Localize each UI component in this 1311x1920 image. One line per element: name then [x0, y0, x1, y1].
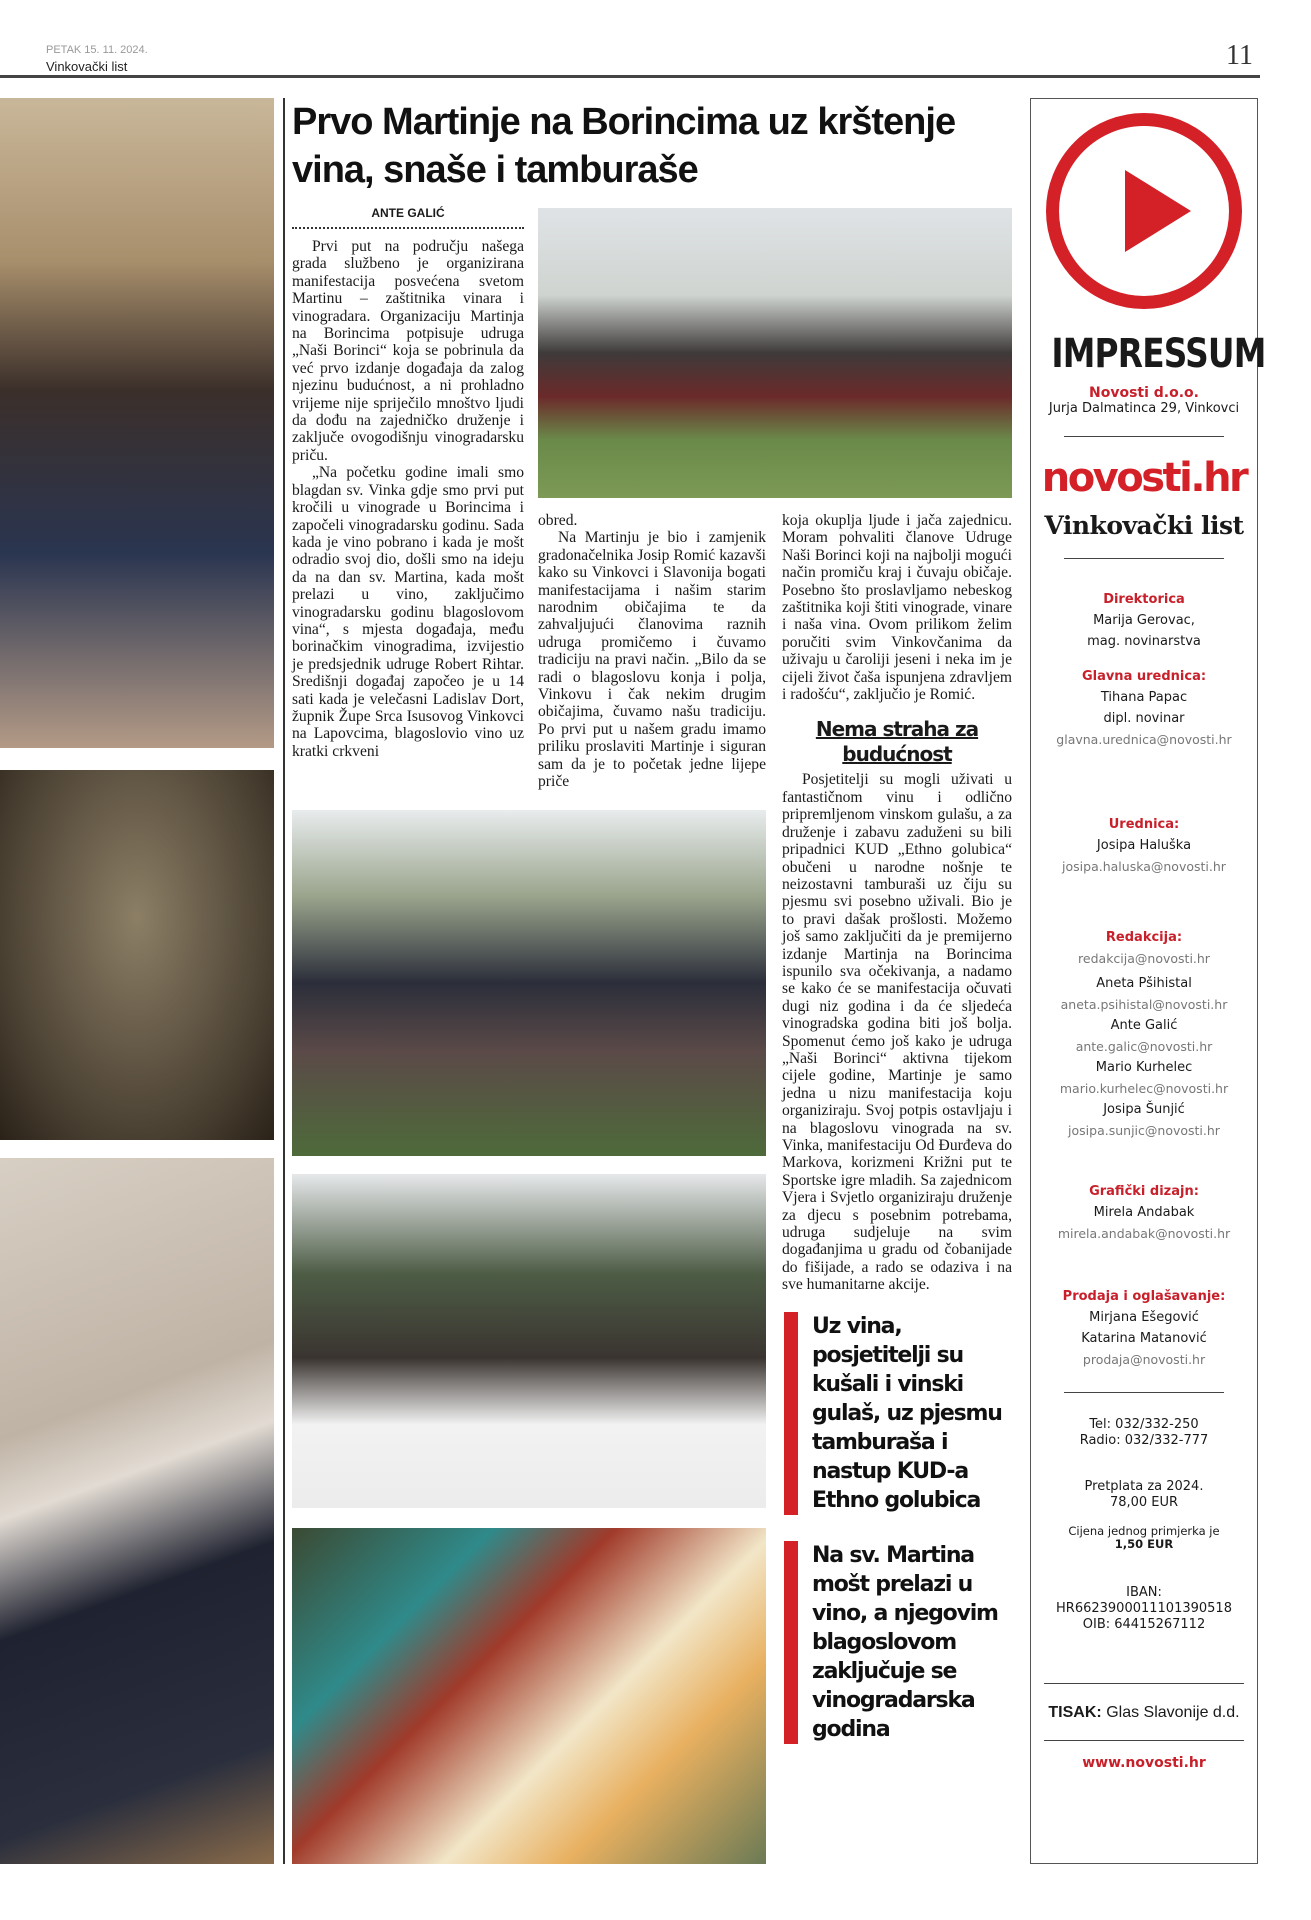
editor-label: Urednica:	[1108, 817, 1180, 832]
paragraph: Na Martinju je bio i zamjenik gradonačelnika Josip Romić kazavši kako su Vinkovci i Slavonija bogati manifestacijama i našim starim narodnim običajima te da zahvaljujući članovima raznih udruga promičemo i čuvamo tradiciju na pravi način. „Bilo da se radi o blagoslovu konja i polja, Vinkovu i čak nekim drugim običajima, čuvamo našu tradiciju. Po prvi put u našem gradu imamo priliku proslaviti Martinje i siguran sam da je to početak jedne lijepe priče	[538, 529, 766, 791]
article-column-1	[292, 238, 524, 760]
newsroom-email[interactable]: redakcija@novosti.hr	[1078, 951, 1210, 966]
staff-email[interactable]: ante.galic@novosti.hr	[1075, 1039, 1213, 1054]
paragraph: Prvi put na području našega grada službeno je organizirana manifestacija posvećena svetom Martinu – zaštitnika vinara i vinogradara. Organizaciju Martinja na Borincima potpisuje udruga „Naši Borinci“ koja se pobrinula da već prvo izdanje događaja da zalog njezinu budućnost, a ni prohladno vrijeme nije spriječilo mnoštvo ljudi da dođu na zajedničko druženje i zaključe ovogodišnju vinogradarsku priču.	[292, 238, 524, 464]
oib: OIB: 64415267112	[1082, 1617, 1206, 1632]
staff-email[interactable]: aneta.psihistal@novosti.hr	[1060, 997, 1228, 1012]
company-address: Jurja Dalmatinca 29, Vinkovci	[1048, 401, 1240, 416]
radio-phone: Radio: 032/332-777	[1079, 1433, 1209, 1448]
print-value: Glas Slavonije d.d.	[1106, 1704, 1240, 1721]
photo-elderly-man	[0, 1158, 274, 1864]
novosti-logo: novosti.hr	[1041, 455, 1247, 501]
issue-date: PETAK 15. 11. 2024.	[46, 44, 148, 56]
staff-email[interactable]: josipa.sunjic@novosti.hr	[1068, 1123, 1220, 1138]
subheading: Nema straha za budućnost	[815, 717, 979, 767]
print-info	[1031, 1704, 1257, 1722]
photo-crowd	[292, 810, 766, 1156]
design-name: Mirela Andabak	[1093, 1205, 1195, 1220]
impressum-title: IMPRESSUM	[1051, 331, 1266, 377]
editor-email[interactable]: josipa.haluska@novosti.hr	[1062, 859, 1226, 874]
photo-old-portrait	[0, 770, 274, 1140]
staff-name: Josipa Šunjić	[1103, 1102, 1185, 1117]
director-name: Marija Gerovac,	[1093, 613, 1195, 628]
website-link[interactable]: www.novosti.hr	[1082, 1755, 1206, 1771]
paragraph: koja okuplja ljude i jača zajednicu. Moram pohvaliti članove Udruge Naši Borinci koji na najbolji mogući način promiču kraj i čuvaju običaje. Posebno što proslavljamo nebeskog zaštitnika koji štiti vinograde, vinare i naša vina. Ovom prilikom želim poručiti svim Vinkovčanima da uživaju u čaroliji jeseni i neka im je cijeli život čaša ispunjena zdravljem i radošću“, zaključio je Romić.	[782, 512, 1012, 704]
chief-editor-title: dipl. novinar	[1103, 711, 1185, 726]
photo-goulash	[292, 1528, 766, 1864]
staff-name: Mario Kurhelec	[1095, 1060, 1193, 1075]
article-column-3	[782, 512, 1012, 1744]
photo-group-folk-costumes	[538, 208, 1012, 498]
page-number: 11	[1226, 40, 1253, 71]
design-label: Grafički dizajn:	[1089, 1184, 1199, 1199]
director-title: mag. novinarstva	[1087, 634, 1201, 649]
subscription-label: Pretplata za 2024.	[1084, 1479, 1204, 1494]
play-logo-icon	[1046, 113, 1242, 309]
chief-editor-name: Tihana Papac	[1100, 690, 1188, 705]
photo-family	[0, 98, 274, 748]
staff-name: Aneta Pšihistal	[1096, 976, 1192, 991]
article-column-3b	[782, 771, 1012, 1293]
column-divider	[283, 98, 285, 1864]
price: 1,50 EUR	[1114, 1537, 1174, 1551]
pull-quote-2: Na sv. Martina mošt prelazi u vino, a njegovim blagoslovom zaključuje se vinogradarska godina	[784, 1541, 1012, 1744]
subscription-price: 78,00 EUR	[1109, 1495, 1179, 1510]
iban: HR6623900011101390518	[1056, 1601, 1232, 1616]
paper-logo: Vinkovački list	[1044, 511, 1244, 540]
print-label: TISAK:	[1048, 1704, 1102, 1721]
paragraph: Posjetitelji su mogli uživati u fantastičnom vinu i odlično pripremljenom vinskom gulašu, a za druženje i zabavu zaduženi su bili pripadnici KUD „Ethno golubica“ obučeni u narodne nošnje te neizostavni tamburaši uz čiju su pjesmu svi posebno uživali. Bio je to pravi dašak prošlosti. Možemo još samo zaključiti da je premijerno izdanje Martinja na Borincima ispunilo sva očekivanja, a nadamo se kako će se manifestacija očuvati dugi niz godina i da će sljedeća vinogradska godina biti još bolja. Spomenut ćemo još kako je udruga „Naši Borinci“ aktivna tijekom cijele godine, Martinje je samo jedna u nizu manifestacija koju organiziraju. Svoj potpis ostavljaju i na blagoslovu vinograda na sv. Vinka, manifestaciju Od Đurđeva do Markova, korizmeni Križni put te Sportske igre mladih. Sa zajednicom Vjera i Svjetlo organiziraju druženje za djecu s posebnim potrebama, udruga sudjeluje na svim događanjima u gradu od čobanijade do fišijade, a rado se odaziva i na sve humanitarne akcije.	[782, 771, 1012, 1294]
company-name: Novosti d.o.o.	[1089, 385, 1199, 401]
paragraph: „Na početku godine imali smo blagdan sv. Vinka gdje smo prvi put kročili u vinograde u Borincima i započeli vinogradarsku godinu. Sada kada je vino pobrano i kada je mošt odradio svoj dio, došli smo na ideju da na dan sv. Martina, kada mošt prelazi u vino, zaključimo vinogradarsku godinu blagoslovom vina“, s mjesta događaja, među borinačkim vinogradima, izvijestio je predsjednik udruge Robert Rihtar. Središnji događaj započeo je u 14 sati kada je velečasni Ladislav Dort, župnik Župe Srca Isusovog Vinkovci na Lapovcima, blagoslovio vino uz kratki crkveni	[292, 464, 524, 760]
director-label: Direktorica	[1103, 592, 1185, 607]
byline-rule	[292, 227, 524, 229]
phone: Tel: 032/332-250	[1089, 1417, 1199, 1432]
photo-wine-blessing	[292, 1174, 766, 1508]
article-column-2	[538, 512, 766, 791]
newsroom-label: Redakcija:	[1105, 930, 1183, 945]
staff-name: Ante Galić	[1110, 1018, 1178, 1033]
iban-label: IBAN:	[1126, 1585, 1162, 1600]
design-email[interactable]: mirela.andabak@novosti.hr	[1057, 1226, 1231, 1241]
pull-quote-1: Uz vina, posjetitelji su kušali i vinski gulaš, uz pjesmu tamburaša i nastup KUD-a Ethno golubica	[784, 1312, 1012, 1515]
article-column-3a	[782, 512, 1012, 703]
staff-email[interactable]: mario.kurhelec@novosti.hr	[1059, 1081, 1229, 1096]
chief-editor-email[interactable]: glavna.urednica@novosti.hr	[1056, 732, 1232, 747]
paragraph: obred.	[538, 512, 578, 529]
impressum-box	[1030, 98, 1266, 1864]
sales-name: Katarina Matanović	[1081, 1331, 1207, 1346]
price-label: Cijena jednog primjerka je	[1068, 1524, 1220, 1538]
sales-email[interactable]: prodaja@novosti.hr	[1082, 1352, 1206, 1367]
chief-editor-label: Glavna urednica:	[1081, 669, 1207, 684]
header-rule	[0, 75, 1260, 78]
byline: ANTE GALIĆ	[371, 206, 445, 220]
sales-name: Mirjana Ešegović	[1089, 1310, 1199, 1325]
sales-label: Prodaja i oglašavanje:	[1062, 1289, 1226, 1304]
headline: Prvo Martinje na Borincima uz krštenje vina, snaše i tamburaše	[292, 101, 956, 191]
paper-name: Vinkovački list	[46, 59, 128, 74]
editor-name: Josipa Haluška	[1096, 838, 1192, 853]
